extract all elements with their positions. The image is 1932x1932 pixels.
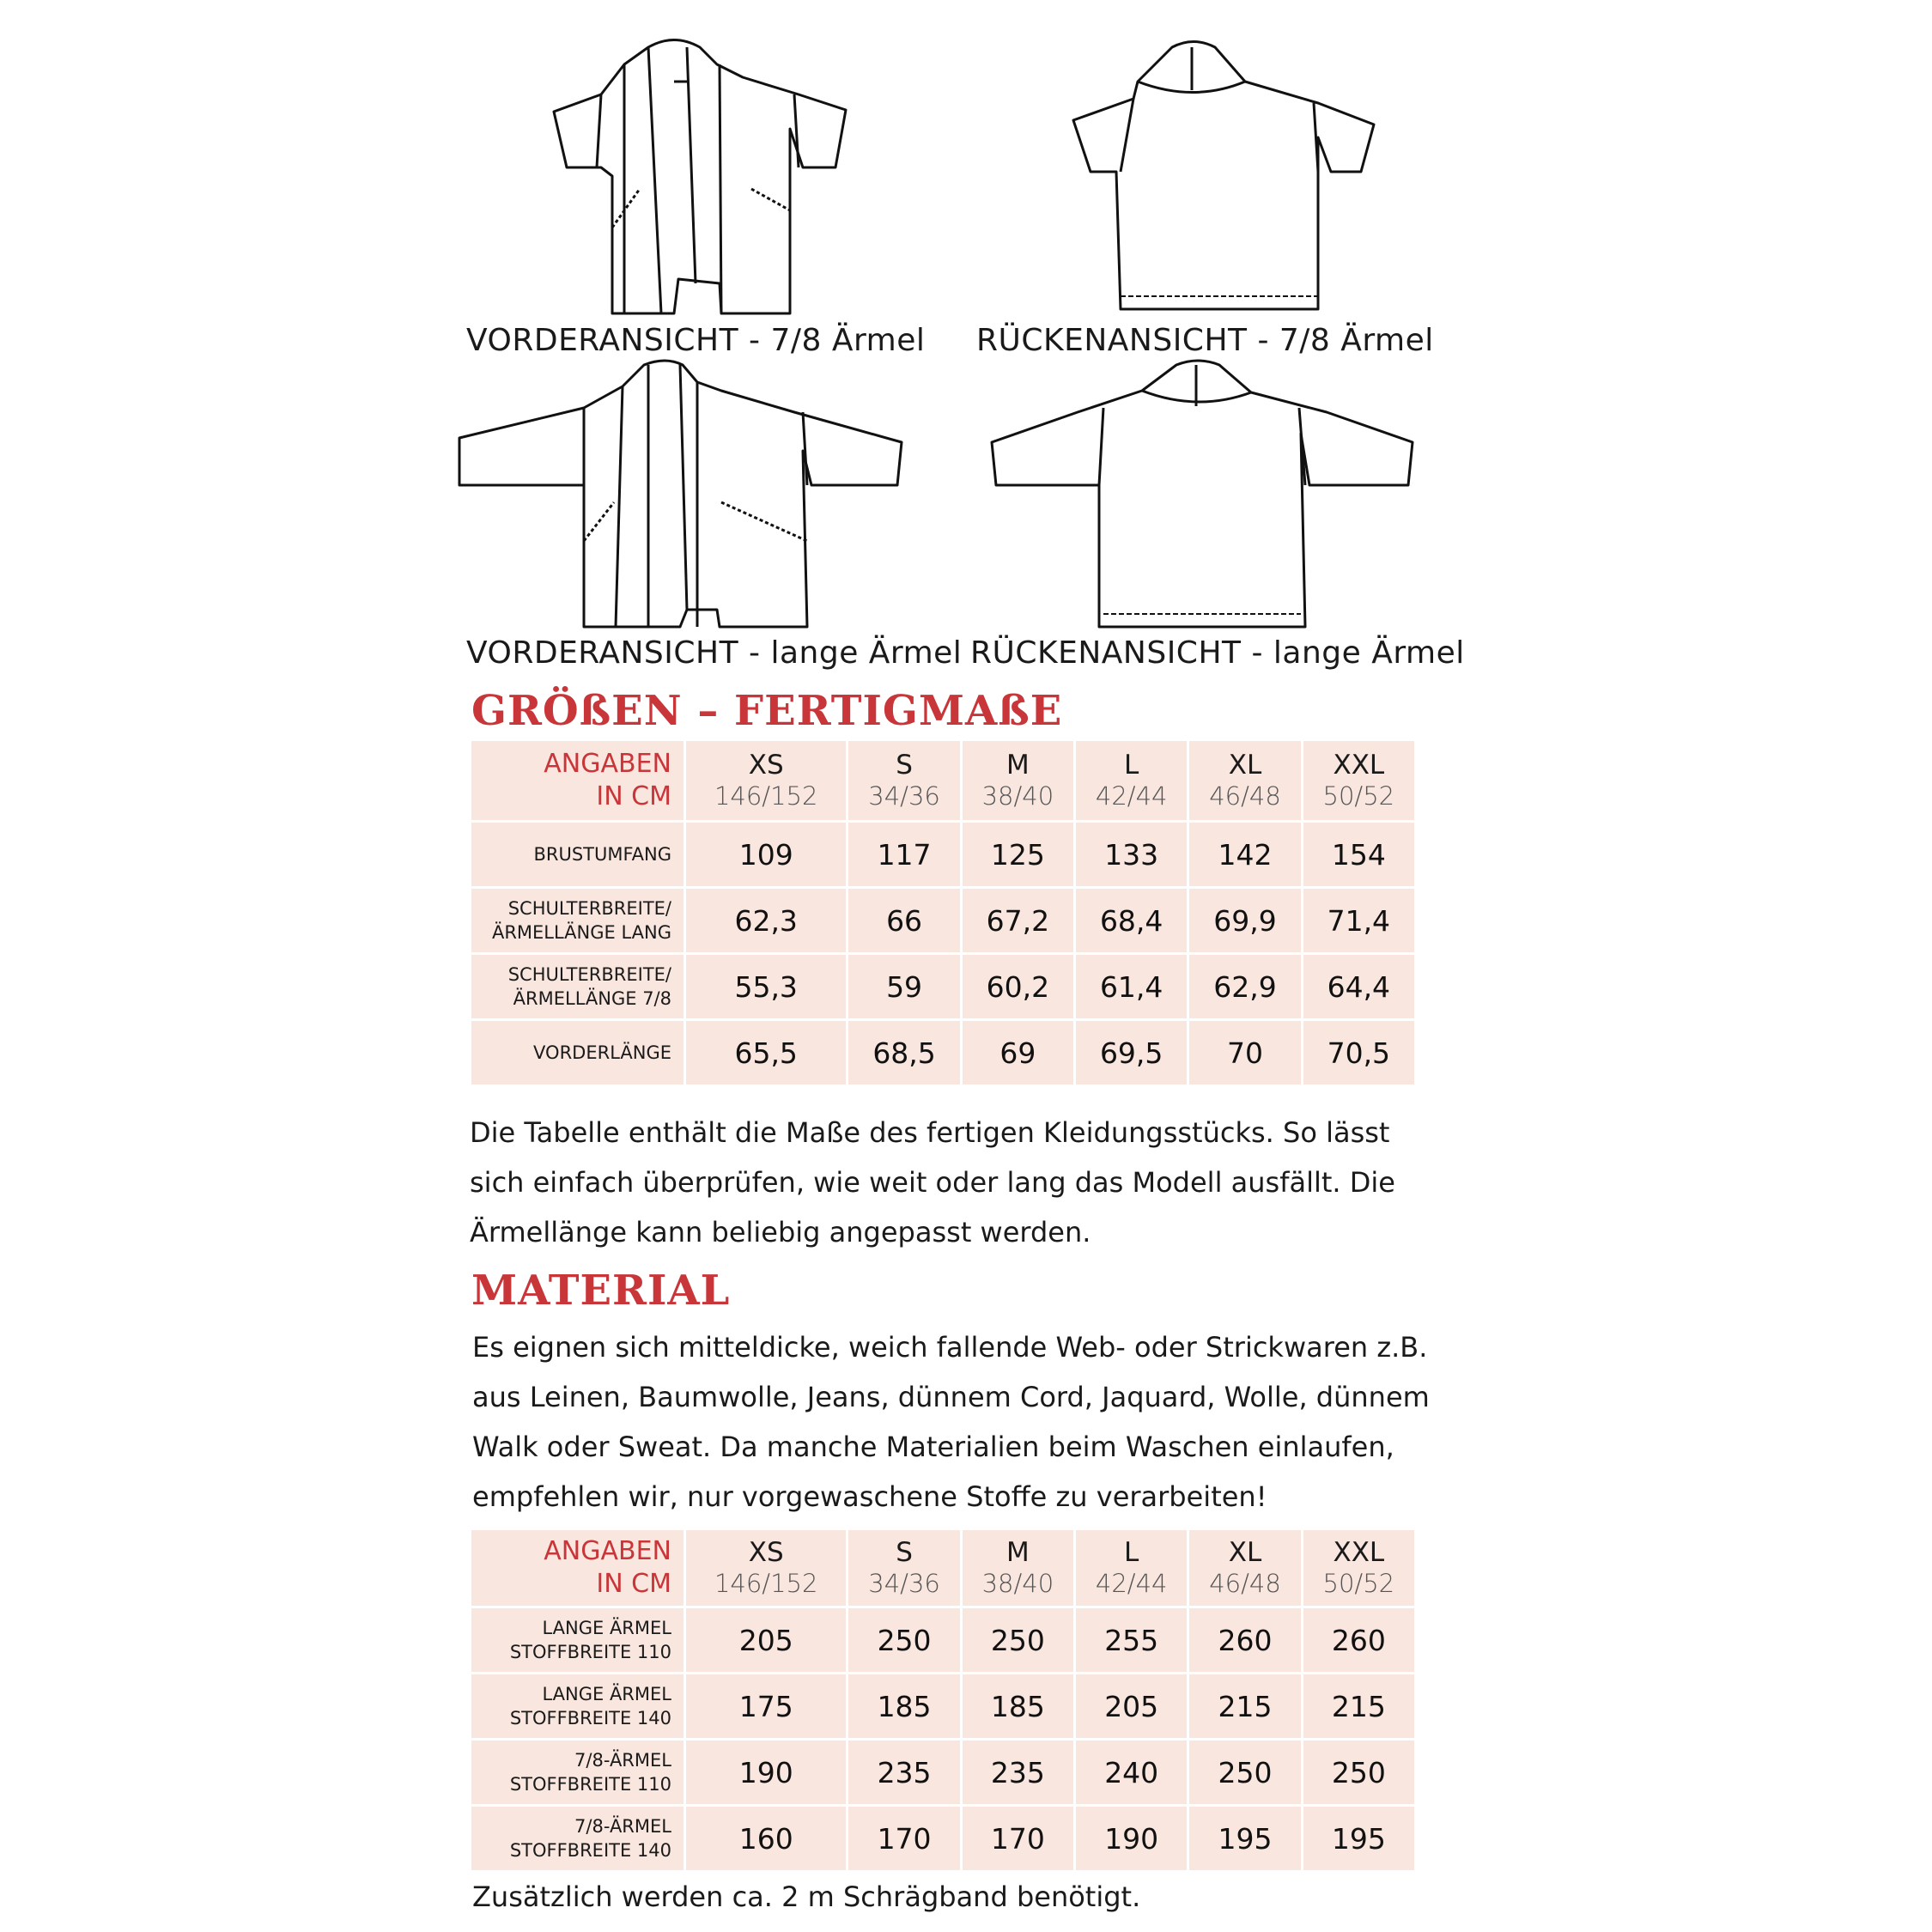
material-text — [472, 1322, 1485, 1522]
material-line: aus Leinen, Baumwolle, Jeans, dünnem Cord, Jaquard, Wolle, dünnem — [472, 1381, 1430, 1413]
row-label — [471, 955, 683, 1018]
size-name: S — [896, 1537, 913, 1568]
size-range: 50/52 — [1322, 1569, 1395, 1598]
value-cell: 255 — [1076, 1608, 1187, 1672]
header-label-line1: ANGABEN — [544, 1536, 671, 1566]
material-line: empfehlen wir, nur vorgewaschene Stoffe zu verarbeiten! — [472, 1480, 1267, 1513]
size-column-xl — [1189, 741, 1300, 820]
size-name: L — [1124, 750, 1139, 781]
value-cell: 240 — [1076, 1741, 1187, 1804]
value-cell: 235 — [848, 1741, 959, 1804]
value-cell: 117 — [848, 823, 959, 886]
value-cell: 250 — [848, 1608, 959, 1672]
value-cell: 69,5 — [1076, 1021, 1187, 1084]
row-label-line1: 7/8-ÄRMEL — [574, 1750, 671, 1771]
footnote-text: Zusätzlich werden ca. 2 m Schrägband benötigt. — [472, 1880, 1141, 1913]
jacket-back-long-sleeve-icon — [975, 356, 1421, 631]
value-cell: 69 — [963, 1021, 1073, 1084]
size-range: 146/152 — [714, 1569, 818, 1598]
value-cell: 205 — [686, 1608, 846, 1672]
note-line: Die Tabelle enthält die Maße des fertigen Kleidungsstücks. So lässt — [470, 1116, 1390, 1149]
table-row — [471, 1608, 1414, 1672]
value-cell: 260 — [1303, 1608, 1414, 1672]
table-row — [471, 1021, 1414, 1084]
value-cell: 190 — [1076, 1807, 1187, 1870]
size-column-xs — [686, 1530, 846, 1606]
header-label-cell — [471, 741, 683, 820]
value-cell: 160 — [686, 1807, 846, 1870]
size-range: 46/48 — [1209, 781, 1281, 811]
size-name: M — [1006, 1537, 1030, 1568]
row-label-line1: LANGE ÄRMEL — [542, 1618, 671, 1638]
value-cell: 250 — [1189, 1741, 1300, 1804]
jacket-front-short-sleeve-icon — [477, 34, 889, 318]
table-header-row — [471, 741, 1414, 820]
size-name: XL — [1228, 750, 1262, 781]
size-name: XXL — [1333, 750, 1385, 781]
header-label-line2: IN CM — [596, 1569, 671, 1599]
value-cell: 70 — [1189, 1021, 1300, 1084]
value-cell: 195 — [1189, 1807, 1300, 1870]
value-cell: 142 — [1189, 823, 1300, 886]
jacket-front-long-sleeve-icon — [455, 356, 910, 631]
sizes-note — [470, 1108, 1483, 1257]
row-label — [471, 1608, 683, 1672]
size-column-xxl — [1303, 741, 1414, 820]
row-label-line1: 7/8-ÄRMEL — [574, 1816, 671, 1837]
size-range: 42/44 — [1095, 1569, 1168, 1598]
header-label-cell — [471, 1530, 683, 1606]
value-cell: 170 — [963, 1807, 1073, 1870]
row-label — [471, 1021, 683, 1084]
size-range: 42/44 — [1095, 781, 1168, 811]
value-cell: 62,9 — [1189, 955, 1300, 1018]
table-row — [471, 889, 1414, 952]
row-label-line1: BRUSTUMFANG — [533, 844, 671, 865]
value-cell: 62,3 — [686, 889, 846, 952]
size-column-l — [1076, 741, 1187, 820]
value-cell: 235 — [963, 1741, 1073, 1804]
size-column-m — [963, 1530, 1073, 1606]
value-cell: 154 — [1303, 823, 1414, 886]
caption-front-78: VORDERANSICHT - 7/8 Ärmel — [466, 323, 926, 358]
row-label-line2: STOFFBREITE 110 — [509, 1774, 671, 1795]
value-cell: 70,5 — [1303, 1021, 1414, 1084]
size-column-xs — [686, 741, 846, 820]
size-column-xl — [1189, 1530, 1300, 1606]
caption-back-long: RÜCKENANSICHT - lange Ärmel — [970, 635, 1465, 671]
value-cell: 215 — [1189, 1674, 1300, 1738]
jacket-back-short-sleeve-icon — [996, 34, 1408, 318]
fabric-requirement-table — [469, 1528, 1417, 1873]
value-cell: 215 — [1303, 1674, 1414, 1738]
table-row — [471, 1741, 1414, 1804]
bias-tape-footnote — [472, 1872, 1485, 1922]
size-column-xxl — [1303, 1530, 1414, 1606]
header-label-line2: IN CM — [596, 781, 671, 811]
sizes-heading: GRÖßEN – FERTIGMAßE — [471, 687, 1063, 735]
material-line: Walk oder Sweat. Da manche Materialien beim Waschen einlaufen, — [472, 1431, 1394, 1463]
note-line: Ärmellänge kann beliebig angepasst werden. — [470, 1216, 1091, 1249]
size-range: 146/152 — [714, 781, 818, 811]
size-column-s — [848, 1530, 959, 1606]
size-name: S — [896, 750, 913, 781]
size-column-s — [848, 741, 959, 820]
value-cell: 185 — [963, 1674, 1073, 1738]
value-cell: 250 — [1303, 1741, 1414, 1804]
row-label-line2: STOFFBREITE 140 — [509, 1708, 671, 1728]
sketch-back-78 — [996, 34, 1408, 318]
size-column-l — [1076, 1530, 1187, 1606]
value-cell: 64,4 — [1303, 955, 1414, 1018]
table-row — [471, 1807, 1414, 1870]
size-column-m — [963, 741, 1073, 820]
size-name: XS — [748, 1537, 784, 1568]
row-label-line2: STOFFBREITE 110 — [509, 1642, 671, 1662]
size-range: 38/40 — [981, 1569, 1054, 1598]
value-cell: 133 — [1076, 823, 1187, 886]
value-cell: 170 — [848, 1807, 959, 1870]
row-label — [471, 1741, 683, 1804]
caption-front-long: VORDERANSICHT - lange Ärmel — [466, 635, 963, 671]
size-name: XL — [1228, 1537, 1262, 1568]
value-cell: 69,9 — [1189, 889, 1300, 952]
value-cell: 125 — [963, 823, 1073, 886]
sketch-back-long — [975, 356, 1421, 631]
sketch-front-long — [455, 356, 910, 631]
value-cell: 175 — [686, 1674, 846, 1738]
value-cell: 190 — [686, 1741, 846, 1804]
value-cell: 61,4 — [1076, 955, 1187, 1018]
value-cell: 68,5 — [848, 1021, 959, 1084]
note-line: sich einfach überprüfen, wie weit oder lang das Modell ausfällt. Die — [470, 1166, 1395, 1199]
value-cell: 55,3 — [686, 955, 846, 1018]
value-cell: 195 — [1303, 1807, 1414, 1870]
header-label-line1: ANGABEN — [544, 749, 671, 779]
value-cell: 250 — [963, 1608, 1073, 1672]
table-row — [471, 955, 1414, 1018]
table-row — [471, 823, 1414, 886]
row-label-line2: ÄRMELLÄNGE 7/8 — [513, 988, 671, 1009]
value-cell: 68,4 — [1076, 889, 1187, 952]
value-cell: 260 — [1189, 1608, 1300, 1672]
value-cell: 59 — [848, 955, 959, 1018]
material-line: Es eignen sich mitteldicke, weich fallende Web- oder Strickwaren z.B. — [472, 1331, 1428, 1364]
row-label-line1: VORDERLÄNGE — [533, 1042, 671, 1063]
row-label — [471, 1807, 683, 1870]
sketch-front-78 — [477, 34, 889, 318]
row-label-line1: LANGE ÄRMEL — [542, 1684, 671, 1704]
caption-back-78: RÜCKENANSICHT - 7/8 Ärmel — [976, 323, 1434, 358]
finished-measurements-table — [469, 738, 1417, 1087]
row-label — [471, 889, 683, 952]
size-range: 46/48 — [1209, 1569, 1281, 1598]
value-cell: 109 — [686, 823, 846, 886]
size-range: 38/40 — [981, 781, 1054, 811]
table-header-row — [471, 1530, 1414, 1606]
value-cell: 71,4 — [1303, 889, 1414, 952]
size-name: XS — [748, 750, 784, 781]
size-range: 34/36 — [868, 1569, 940, 1598]
size-range: 34/36 — [868, 781, 940, 811]
row-label — [471, 1674, 683, 1738]
value-cell: 66 — [848, 889, 959, 952]
row-label — [471, 823, 683, 886]
size-name: L — [1124, 1537, 1139, 1568]
table-row — [471, 1674, 1414, 1738]
value-cell: 185 — [848, 1674, 959, 1738]
value-cell: 60,2 — [963, 955, 1073, 1018]
size-name: XXL — [1333, 1537, 1385, 1568]
row-label-line2: ÄRMELLÄNGE LANG — [491, 922, 671, 943]
row-label-line2: STOFFBREITE 140 — [509, 1840, 671, 1861]
row-label-line1: SCHULTERBREITE/ — [507, 964, 671, 985]
value-cell: 65,5 — [686, 1021, 846, 1084]
material-heading: MATERIAL — [471, 1267, 731, 1315]
value-cell: 205 — [1076, 1674, 1187, 1738]
value-cell: 67,2 — [963, 889, 1073, 952]
size-name: M — [1006, 750, 1030, 781]
row-label-line1: SCHULTERBREITE/ — [507, 898, 671, 919]
size-range: 50/52 — [1322, 781, 1395, 811]
